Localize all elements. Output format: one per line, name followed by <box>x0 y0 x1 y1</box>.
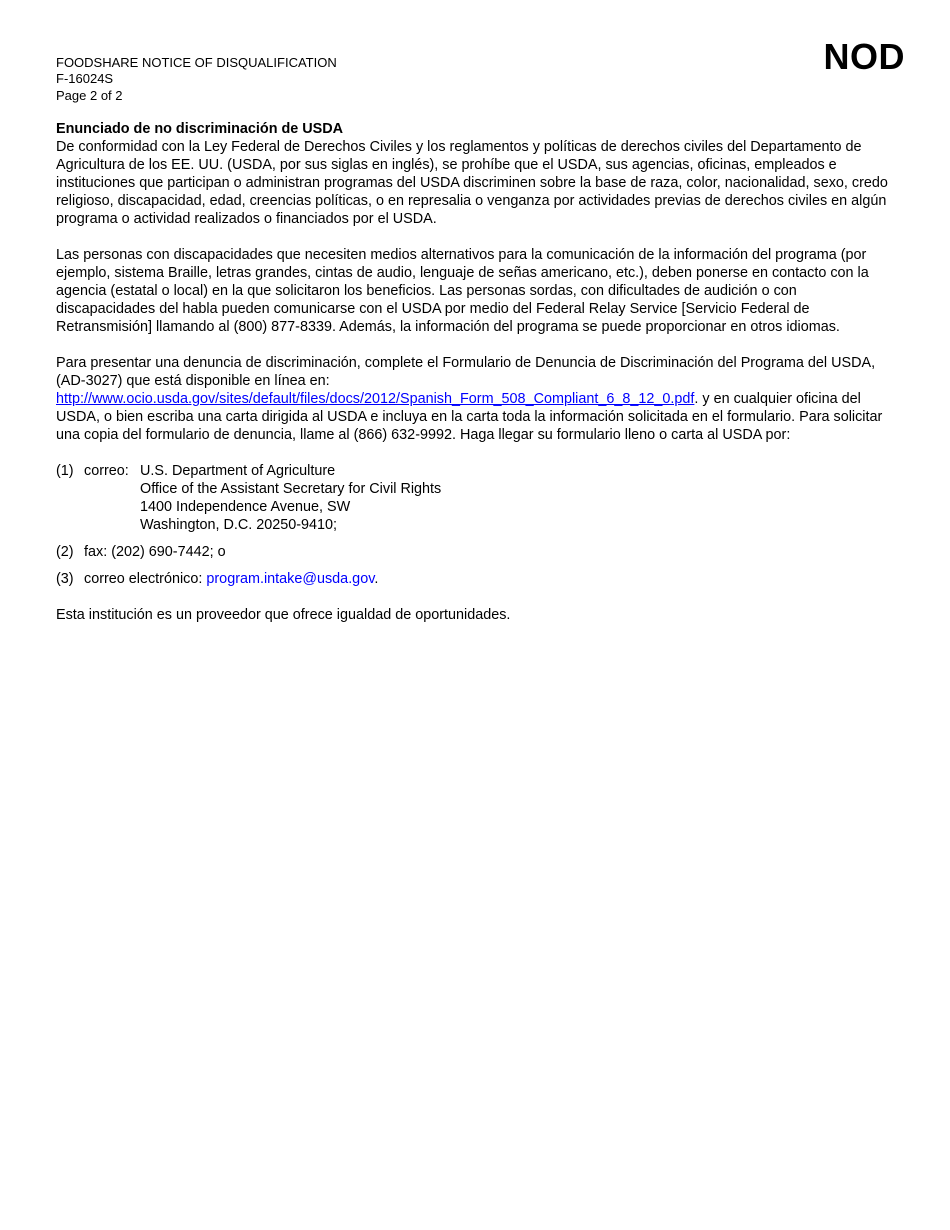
address-line: Office of the Assistant Secretary for Civil Rights <box>140 481 442 497</box>
list-item-email <box>56 570 896 588</box>
list-number: (2) <box>56 544 74 560</box>
mail-label: correo: <box>84 463 129 479</box>
mailing-address <box>140 462 441 534</box>
address-line: U.S. Department of Agriculture <box>140 463 336 479</box>
address-line: Washington, D.C. 20250-9410; <box>140 517 338 533</box>
email-period: . <box>374 571 379 587</box>
email-link[interactable]: program.intake@usda.gov <box>206 571 375 587</box>
fax-text: fax: (202) 690-7442; o <box>84 544 226 560</box>
complaint-form-link[interactable]: http://www.ocio.usda.gov/sites/default/files/docs/2012/Spanish_Form_508_Compliant_6_8_12_0.pdf <box>56 391 695 407</box>
paragraph-3-intro: Para presentar una denuncia de discriminación, complete el Formulario de Denuncia de Discriminación del Programa del USDA, (AD-3027) que está disponible en línea en: <box>56 355 876 389</box>
form-header <box>56 55 337 104</box>
paragraph-2: Las personas con discapacidades que necesiten medios alternativos para la comunicación de la información del programa (por ejemplo, sistema Braille, letras grandes, cintas de audio, lenguaje de señas americano, etc.), deben ponerse en contacto con la agencia (estatal o local) en la que solicitaron los beneficios. Las personas sordas, con dificultades de audición o con discapacidades del habla pueden comunicarse con el USDA por medio del Federal Relay Service [Servicio Federal de Retransmisión] llamando al (800) 877-8339. Además, la información del programa se puede proporcionar en otros idiomas. <box>56 247 869 335</box>
list-item-mail <box>56 462 896 534</box>
page-number: Page 2 of 2 <box>56 87 123 103</box>
email-line <box>84 570 378 588</box>
form-number: F-16024S <box>56 71 114 87</box>
nod-badge: NOD <box>823 36 905 77</box>
list-item-fax <box>56 543 896 561</box>
paragraph-1: De conformidad con la Ley Federal de Derechos Civiles y los reglamentos y políticas de derechos civiles del Departamento de Agricultura de los EE. UU. (USDA, por sus siglas en inglés), se prohíbe que el USDA, sus agencias, oficinas, empleados e instituciones que participan o administran programas del USDA discriminen sobre la base de raza, color, nacionalidad, sexo, credo religioso, discapacidad, edad, creencias políticas, o en represalia o venganza por actividades previas de derechos civiles en algún programa o actividad realizados o financiados por el USDA. <box>56 139 888 227</box>
paragraph-3 <box>56 354 896 444</box>
equal-opportunity-statement: Esta institución es un proveedor que ofrece igualdad de oportunidades. <box>56 607 511 623</box>
statement-title: Enunciado de no discriminación de USDA <box>56 121 344 137</box>
nondiscrimination-statement <box>56 120 896 624</box>
email-label: correo electrónico: <box>84 571 207 587</box>
address-line: 1400 Independence Avenue, SW <box>140 499 351 515</box>
contact-methods-list <box>56 462 896 588</box>
list-number: (1) <box>56 463 74 479</box>
form-title: FOODSHARE NOTICE OF DISQUALIFICATION <box>56 55 337 70</box>
paragraph-3-rest: . y en cualquier oficina del USDA, o bien escriba una carta dirigida al USDA e incluya en la carta toda la información solicitada en el formulario. Para solicitar una copia del formulario de denuncia, llame al (866) 632-9992. Haga llegar su formulario lleno o carta al USDA por: <box>56 391 883 443</box>
list-number: (3) <box>56 571 74 587</box>
